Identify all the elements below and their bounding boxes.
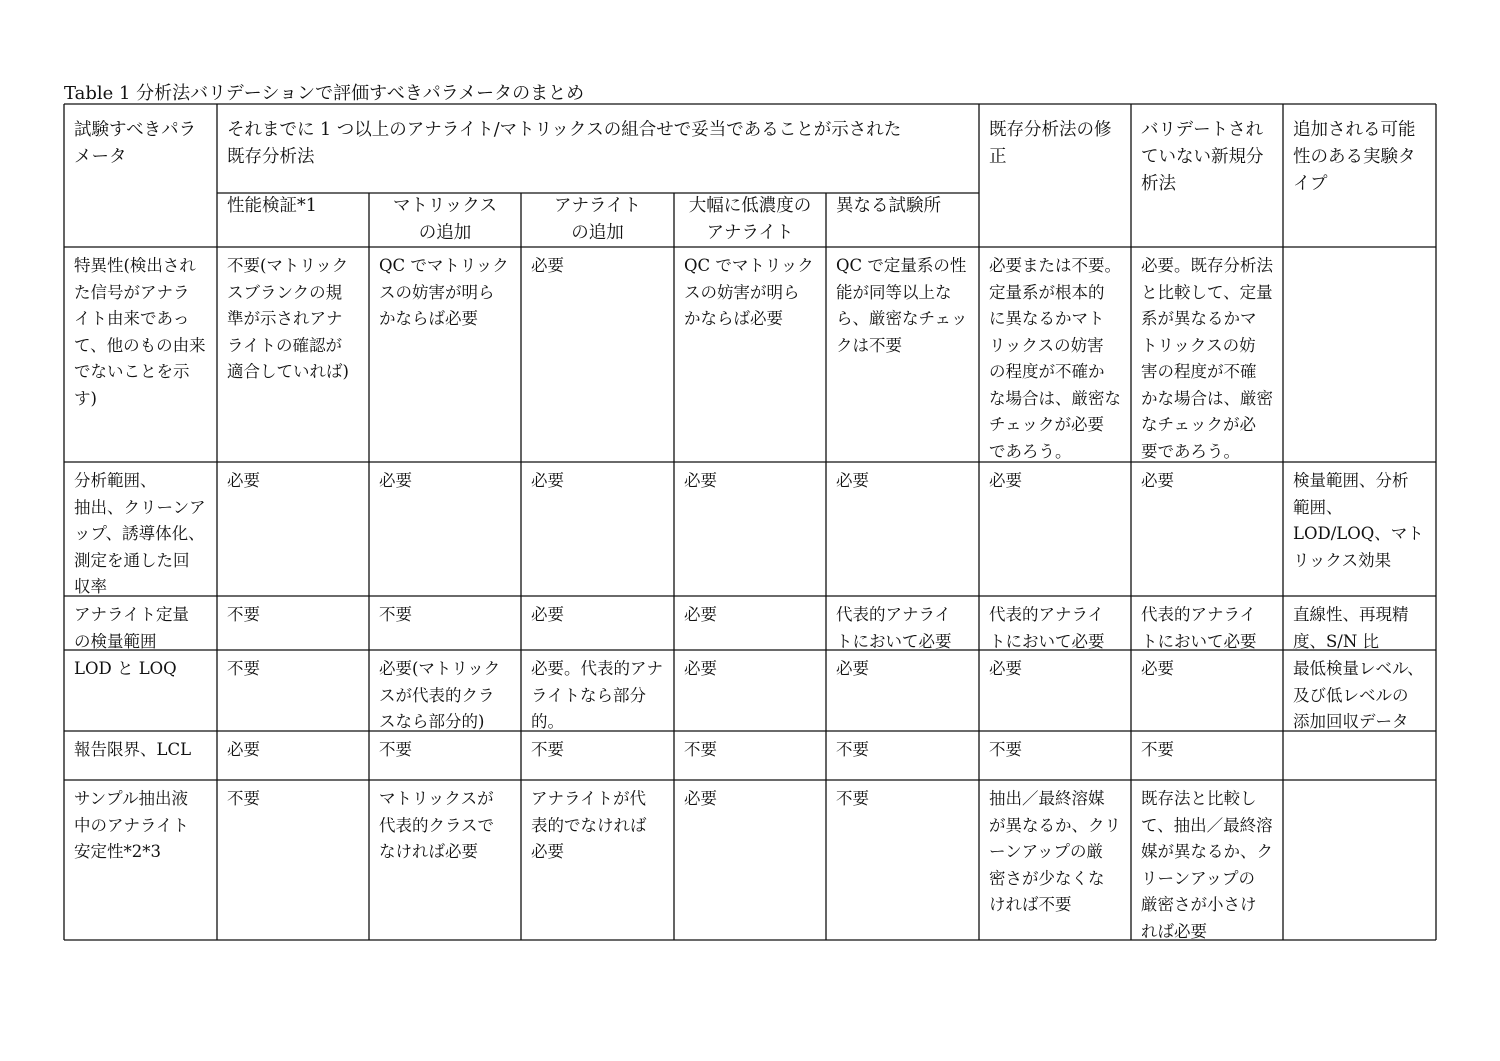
table-cell: 直線性、再現精 度、S/N 比: [1293, 605, 1409, 650]
row-parameter-label: アナライト定量 の検量範囲: [74, 605, 190, 650]
table-cell: 必要: [1141, 471, 1174, 490]
table-cell: 必要または不要。 定量系が根本的 に異なるかマト リックスの妨害 の程度が不確か な場合は、厳密な チェックが必要 であろう。: [989, 256, 1121, 461]
table-cell: 必要(マトリック スが代表的クラ スなら部分的): [379, 659, 501, 731]
row-parameter-label: 分析範囲、 抽出、クリーンア ップ、誘導体化、 測定を通した回 収率: [74, 471, 206, 596]
table-cell: 不要: [836, 740, 869, 759]
table-cell: 代表的アナライ トにおいて必要: [836, 605, 952, 650]
table-cell: [1283, 253, 1436, 462]
table-cell: 不要: [227, 605, 260, 624]
header-performance-verification: 性能検証*1: [227, 196, 317, 216]
table-cell: 既存法と比較し て、抽出／最終溶 媒が異なるか、ク リーンアップの 厳密さが小さけ れば必要: [1141, 789, 1273, 940]
table-cell: 不要: [1141, 740, 1174, 759]
table-cell: 検量範囲、分析 範囲、 LOD/LOQ、マト リックス効果: [1293, 471, 1424, 570]
table-cell: アナライトが代 表的でなければ 必要: [531, 789, 647, 861]
table-cell: 必要: [379, 471, 412, 490]
header-analyte-addition: アナライト の追加: [554, 196, 641, 243]
table-caption: Table 1 分析法バリデーションで評価すべきパラメータのまとめ: [64, 83, 585, 104]
table-cell: 不要: [989, 740, 1022, 759]
table-cell: 最低検量レベル、 及び低レベルの 添加回収データ: [1293, 659, 1424, 731]
table-cell: 必要: [989, 471, 1022, 490]
table-cell: [1283, 737, 1436, 780]
table-cell: 必要: [531, 605, 564, 624]
table-cell: 必要: [684, 789, 717, 808]
table-cell: 抽出／最終溶媒 が異なるか、クリ ーンアップの厳 密さが少なくな ければ不要: [989, 789, 1121, 914]
table-cell: マトリックスが 代表的クラスで なければ必要: [379, 789, 495, 861]
table-cell: 必要: [531, 471, 564, 490]
table-cell: 不要: [531, 740, 564, 759]
row-parameter-label: サンプル抽出液 中のアナライト 安定性*2*3: [74, 789, 190, 861]
table-cell: 不要: [379, 740, 412, 759]
table-cell: 不要: [227, 659, 260, 678]
table-cell: 不要: [836, 789, 869, 808]
header-method-modification: 既存分析法の修 正: [989, 120, 1112, 167]
row-parameter-label: 報告限界、LCL: [74, 740, 192, 759]
table-cell: 必要: [836, 659, 869, 678]
table-cell: QC でマトリック スの妨害が明ら かならば必要: [684, 256, 814, 328]
table-cell: 必要。代表的アナ ライトなら部分 的。: [531, 659, 663, 731]
row-parameter-label: 特異性(検出され た信号がアナラ イト由来であっ て、他のもの由来 でないことを示 す): [74, 256, 206, 408]
table-cell: 不要: [684, 740, 717, 759]
table-cell: 必要: [836, 471, 869, 490]
table-cell: 必要: [227, 740, 260, 759]
table-cell: 代表的アナライ トにおいて必要: [989, 605, 1105, 650]
table-cell: 必要: [684, 605, 717, 624]
header-different-laboratory: 異なる試験所: [836, 196, 941, 216]
table-cell: 必要: [531, 256, 564, 275]
header-parameter: 試験すべきパラ メータ: [74, 120, 197, 167]
header-matrix-addition: マトリックス の追加: [392, 196, 498, 243]
row-parameter-label: LOD と LOQ: [74, 659, 177, 678]
table-cell: 必要: [227, 471, 260, 490]
table-cell: 必要。既存分析法 と比較して、定量 系が異なるかマ トリックスの妨 害の程度が不確 かな場合は、厳密 なチェックが必 要であろう。: [1141, 256, 1273, 461]
table-cell: QC でマトリック スの妨害が明ら かならば必要: [379, 256, 509, 328]
header-additional-experiments: 追加される可能 性のある実験タ イプ: [1293, 120, 1416, 194]
table-cell: 不要(マトリック スブランクの規 準が示されアナ ライトの確認が 適合していれば): [227, 256, 349, 381]
header-new-method: バリデートされ ていない新規分 析法: [1141, 120, 1264, 194]
table-cell: 必要: [1141, 659, 1174, 678]
table-cell: 代表的アナライ トにおいて必要: [1141, 605, 1257, 650]
table-cell: QC で定量系の性 能が同等以上な ら、厳密なチェッ クは不要: [836, 256, 968, 355]
table-cell: 必要: [684, 471, 717, 490]
table-cell: 不要: [227, 789, 260, 808]
table-cell: [1283, 786, 1436, 940]
header-low-concentration-analyte: 大幅に低濃度の アナライト: [688, 196, 812, 243]
table-cell: 必要: [684, 659, 717, 678]
table-cell: 不要: [379, 605, 412, 624]
header-existing-method-group: それまでに 1 つ以上のアナライト/マトリックスの組合せで妥当であることが示された 既存分析法: [227, 120, 902, 167]
table-cell: 必要: [989, 659, 1022, 678]
